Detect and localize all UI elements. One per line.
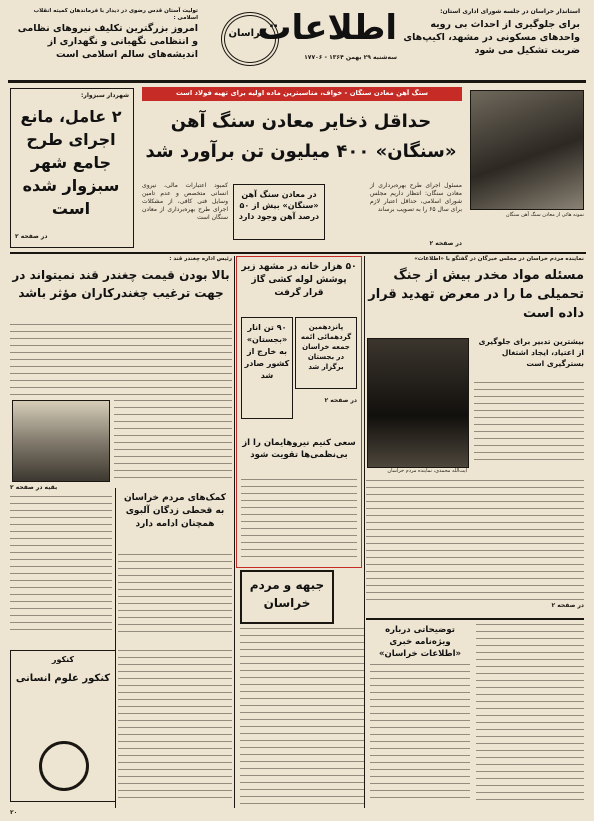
red-banner — [142, 87, 462, 101]
sugar-kicker: رئیس اداره چغندر قند : — [169, 256, 232, 262]
anar-box-text: ۹۰ تن انار «بجستان» به خارج از کشور صادر شد — [244, 323, 290, 380]
konkur-side-text — [118, 650, 232, 800]
sugar-text-block — [10, 324, 232, 396]
main-headline-2: «سنگان» ۴۰۰ میلیون تن برآورد شد — [145, 141, 457, 162]
bottom-headline: توضیحاتی درباره ویژه‌نامه خبری «اطلاعات خراسان» — [379, 625, 461, 659]
konkur-emblem — [39, 741, 89, 791]
column-rule-3 — [115, 488, 116, 808]
front-box — [240, 570, 334, 624]
red-banner-text: سنگ آهن معادن سنگان - خواف، مناسبترین ماده اولیه برای تهیه فولاد است — [175, 89, 429, 97]
mine-photo — [470, 90, 584, 210]
konkur-title: کنکور — [51, 655, 75, 664]
masthead-date: سه‌شنبه ۲۹ بهمن ۱۳۶۴ - ۱۷۷۰۶ — [304, 54, 397, 61]
sabzevar-headline: ۲ عامل، مانع اجرای طرح جامع شهر سبزوار شده است — [20, 107, 122, 218]
front-text-block — [240, 628, 364, 808]
mid-rule — [10, 252, 586, 254]
sabzevar-box — [10, 88, 134, 248]
main-box-text: در معادن سنگ آهن «سنگان» بیش از ۵۰ درصد آهن وجود دارد — [238, 190, 320, 221]
sugar-headline: بالا بودن قیمت چغندر قند نمیتواند در جهت ترغیب چغندرکاران مؤثر باشد — [12, 268, 230, 300]
friday-box — [295, 317, 357, 389]
cleric-caption: آیت‌الله محمدی، نماینده مردم خراسان — [387, 468, 467, 474]
main-headline-1: حداقل ذخایر معادن سنگ آهن — [170, 111, 432, 132]
cleric-photo — [367, 338, 469, 468]
masthead-title: اطلاعات — [257, 8, 397, 48]
mine-photo-caption: نمونه هائی از معادن سنگ آهن سنگان — [505, 212, 584, 218]
truck-photo — [12, 400, 110, 482]
konkur-sub: کنکور علوم انسانی — [15, 673, 111, 684]
sugar-see-page: بقیه در صفحه ۲ — [10, 484, 58, 491]
sabzevar-see-page: در صفحه ۲ — [15, 233, 48, 240]
masthead-rule — [8, 80, 586, 83]
gas-story — [236, 256, 362, 568]
bottom-text-block-2 — [370, 664, 470, 804]
page-number: ۲۰ — [10, 809, 18, 816]
masthead-left-headline: امروز بزرگترین تکلیف نیروهای نظامی و انتظامی نگهبانی و نگهداری از اندیشه‌های سالم اسلامی است — [17, 23, 198, 60]
masthead-right-kicker: استاندار خراسان در جلسه شورای اداری استان: — [440, 8, 580, 15]
left-text-block — [10, 496, 112, 636]
masthead-edition: خراسان — [228, 28, 268, 39]
order-text-block — [241, 479, 357, 559]
drugs-headline: مسئله مواد مخدر بیش از جنگ تحمیلی ما را در معرض تهدید قرار داده است — [368, 268, 584, 321]
friday-box-text: پانزدهمین گردهمائی ائمه جمعه خراسان در بجستان برگزار شد — [300, 323, 352, 371]
main-col-left: کمبود اعتبارات مالی، نیروی انسانی متخصص و عدم تامین وسایل فنی کافی، از مشکلات اجرای طرح بهره‌برداری از معادن سنگان است — [142, 182, 228, 221]
main-see-page: در صفحه ۲ — [429, 240, 462, 247]
masthead — [8, 6, 586, 78]
masthead-right-headline: برای جلوگیری از احداث بی رویه واحدهای مسکونی در مشهد، اکیپ‌های ضربت تشکیل می شود — [403, 19, 580, 56]
drugs-sub: بیشترین تدبیر برای جلوگیری از اعتیاد، ایجاد اشتغال بسترگیری است — [478, 337, 584, 368]
aid-headline: کمک‌های مردم خراسان به قحطی زدگان آلبوی همچنان ادامه دارد — [123, 493, 227, 529]
aid-text-block — [118, 554, 232, 636]
drugs-see-page: در صفحه ۲ — [551, 602, 584, 609]
drugs-text-block-2 — [366, 480, 584, 600]
order-headline: سعی کنیم نیروهایمان را از بی‌نظمی‌ها تقویت شود — [242, 438, 356, 460]
anar-box — [241, 317, 293, 419]
main-col-right: مسئول اجرای طرح بهره‌برداری از معادن سنگان: انتظار داریم مجلس شورای اسلامی، حداقل اعتبار لازم برای سال ۶۵ را به تصویب برساند — [370, 182, 462, 213]
masthead-logo — [213, 6, 403, 68]
drugs-text-block — [474, 382, 584, 466]
column-rule-1 — [234, 256, 235, 808]
drugs-kicker: نماینده مردم خراسان در مجلس خبرگان در گفتگو با «اطلاعات» — [414, 256, 584, 262]
masthead-left-kicker: تولیت آستان قدس رضوی در دیدار با فرماندهان کمیته انقلاب اسلامی : — [33, 8, 198, 21]
gas-headline: ۵۰ هزار خانه در مشهد زیر پوشش لوله کشی گاز قرار گرفت — [241, 262, 357, 298]
bottom-text-block — [476, 624, 584, 804]
bottom-rule — [366, 618, 584, 620]
sabzevar-kicker: شهردار سبزوار: — [81, 92, 129, 99]
column-rule-2 — [364, 256, 365, 808]
sugar-text-block-2 — [114, 400, 232, 480]
gas-see-page: در صفحه ۲ — [324, 397, 357, 404]
main-box — [233, 184, 325, 240]
front-headline: جبهه و مردم خراسان — [249, 578, 325, 610]
konkur-ad — [10, 650, 116, 802]
